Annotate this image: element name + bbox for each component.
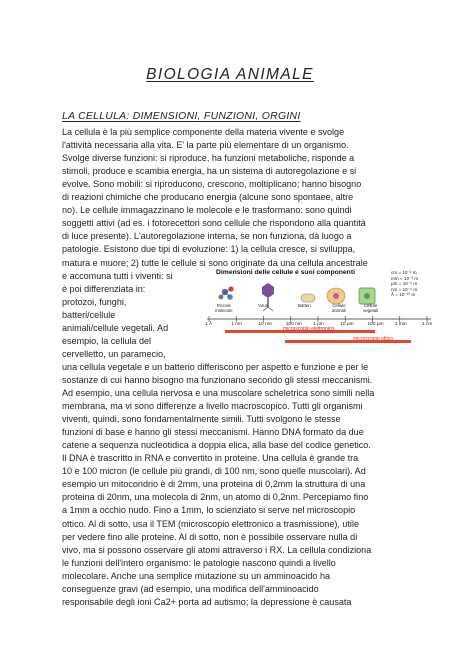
- text-line: Il DNA è trascritto in RNA e convertito in proteine. Una cellula è grande tra: [62, 453, 359, 464]
- text-line: 10 e 100 micron (le cellule più grandi, di 100 nm, sono quelle muscolari). Ad: [62, 466, 366, 477]
- text-line: catene a sequenza nucleotidica a doppia elica, alla base del codice genetico.: [62, 440, 371, 451]
- text-line: le funzioni dell'intero organismo: le patologie nascono quindi a livello: [62, 557, 336, 568]
- cell-label: Piccole molecole: [215, 303, 233, 313]
- text-line: protozoi, funghi,: [62, 296, 127, 307]
- text-line: sostanze di cui hanno bisogno ma funzionano secondo gli stessi meccanismi.: [62, 374, 373, 385]
- tick-label: 1 mm: [394, 322, 407, 327]
- section-title: LA CELLULA: DIMENSIONI, FUNZIONI, ORGINI: [62, 111, 301, 122]
- text-line: Ad esempio, una cellula nervosa e una muscolare scheletrica sono simili nella: [62, 388, 375, 398]
- text-line: viventi, quindi, sono fondamentalmente simili. Tutti svolgono le stesse: [62, 414, 341, 425]
- text-line: conseguenze gravi (ad esempio, una modifica dell'amminoacido: [62, 583, 319, 594]
- text-line: esempio, la cellula del: [62, 335, 152, 346]
- text-line: molecolare. Anche una semplice mutazione su un amminoacido ha: [62, 570, 331, 581]
- cell-size-figure: [205, 264, 434, 344]
- scale-unit: mm = 10⁻³ m: [391, 275, 419, 281]
- cell-label: Cellule animali: [332, 303, 346, 313]
- cell-label: Cellule vegetali: [363, 303, 379, 313]
- scale-units: [391, 270, 425, 298]
- electron-microscope-label: microscopio elettronico: [283, 326, 335, 332]
- tick-label: 1 Å: [205, 322, 213, 327]
- text-line: batteri/cellule: [62, 309, 116, 320]
- text-line: di reazioni chimiche che producano energia (alcune sono spontaee, altre: [62, 192, 354, 203]
- tick-label: 10 nm: [258, 322, 272, 327]
- text-line: ottico. Al di sotto, usa il TEM (microscopio elettronico a trasmissione), utile: [62, 518, 359, 529]
- text-line: funzioni di base e hanno gli stessi meccanismi. Hanno DNA formato da due: [62, 427, 364, 438]
- cell-label: Batteri: [298, 303, 311, 308]
- text-line: esempio un mitocondrio è di 2mm, una proteina di 0,2mm la struttura di una: [62, 479, 366, 490]
- text-line: di luce presente). L'autoregolazione interna, se non funziona, dà luogo a: [62, 231, 352, 242]
- text-line: a 1mm a occhio nudo. Fino a 1mm, lo scienziato si serve nel microscopio: [62, 505, 356, 516]
- text-line: matura e muore; 2) tutte le cellule si sono originate da una cellula ancestrale: [62, 257, 368, 268]
- scale-unit: nm = 10⁻⁹ m: [391, 286, 418, 292]
- scale-unit: Å = 10⁻¹⁰ m: [391, 292, 416, 298]
- tick-label: 100 nm: [285, 322, 302, 327]
- text-line: Svolge diverse funzioni: si riproduce, ha funzioni metaboliche, risponde a: [62, 153, 355, 164]
- text-line: è poi differenziata in:: [62, 283, 146, 294]
- text-line: cervelletto, un paramecio,: [62, 348, 166, 359]
- text-line: proteina di 20nm, una molecola di 2nm, un atomo di 0,2nm. Percepiamo fino: [62, 492, 369, 503]
- scale-unit: cm = 10⁻² m: [391, 270, 417, 275]
- text-line: stimoli, produce e scambia energia, ha un sistema di autoregolazione e si: [62, 166, 357, 177]
- scale-unit: μm = 10⁻⁶ m: [391, 281, 418, 287]
- tick-label: 1 cm: [422, 322, 433, 327]
- text-line: La cellula è la più semplice componente della materia vivente e svolge: [62, 127, 345, 137]
- text-line: animali/cellule vegetali. Ad: [62, 322, 169, 333]
- text-line: una cellula vegetale e un batterio differiscono per aspetto e funzione e per le: [62, 361, 369, 372]
- text-line: l'attività necessaria alla vita. E' la parte più elementare di un organismo.: [62, 140, 349, 151]
- text-line: responsabile degli ioni Ca2+ porta ad autismo; la depressione è causata: [62, 596, 352, 607]
- text-line: evolve. Sono mobili: si riproducono, crescono, moltiplicano; hanno bisogno: [62, 179, 362, 190]
- text-line: soggetti attivi (ad es. i fotorecettori sono cellule che rispondono alla quantità: [62, 218, 366, 229]
- optical-microscope-label: microscopio ottico: [353, 336, 394, 342]
- plant-cell-icon: [359, 288, 375, 304]
- text-line: no). Le cellule immagazzinano le molecole e le trasformano: sono quindi: [62, 205, 352, 216]
- cell-label: Virus: [258, 303, 268, 308]
- tick-label: 100 μm: [367, 322, 384, 327]
- animal-cell-icon: [327, 288, 345, 304]
- figure-title: Dimensioni delle cellule e suoi componenti: [216, 269, 355, 276]
- text-line: patologie. Esistono due tipi di evoluzione: 1) la cellula cresce, si sviluppa,: [62, 244, 356, 255]
- small-molecules-icon: [219, 286, 234, 299]
- text-line: membrana, ma vi sono differenze a livello macroscopico. Tutti gli organismi: [62, 401, 363, 412]
- text-line: e accomuna tutti i viventi: si: [62, 270, 173, 281]
- text-line: per vedere fino alle proteine. Al di sotto, non è possibile osservare nulla di: [62, 531, 358, 542]
- tick-label: 1 nm: [231, 322, 242, 327]
- tick-label: 10 μm: [340, 322, 354, 327]
- text-line: vivo, ma si possono osservare gli atomi attraverso i RX. La cellula condiziona: [62, 544, 372, 555]
- page-title: BIOLOGIA ANIMALE: [146, 66, 314, 83]
- tick-label: 1 μm: [313, 322, 324, 327]
- bacteria-icon: [301, 294, 315, 302]
